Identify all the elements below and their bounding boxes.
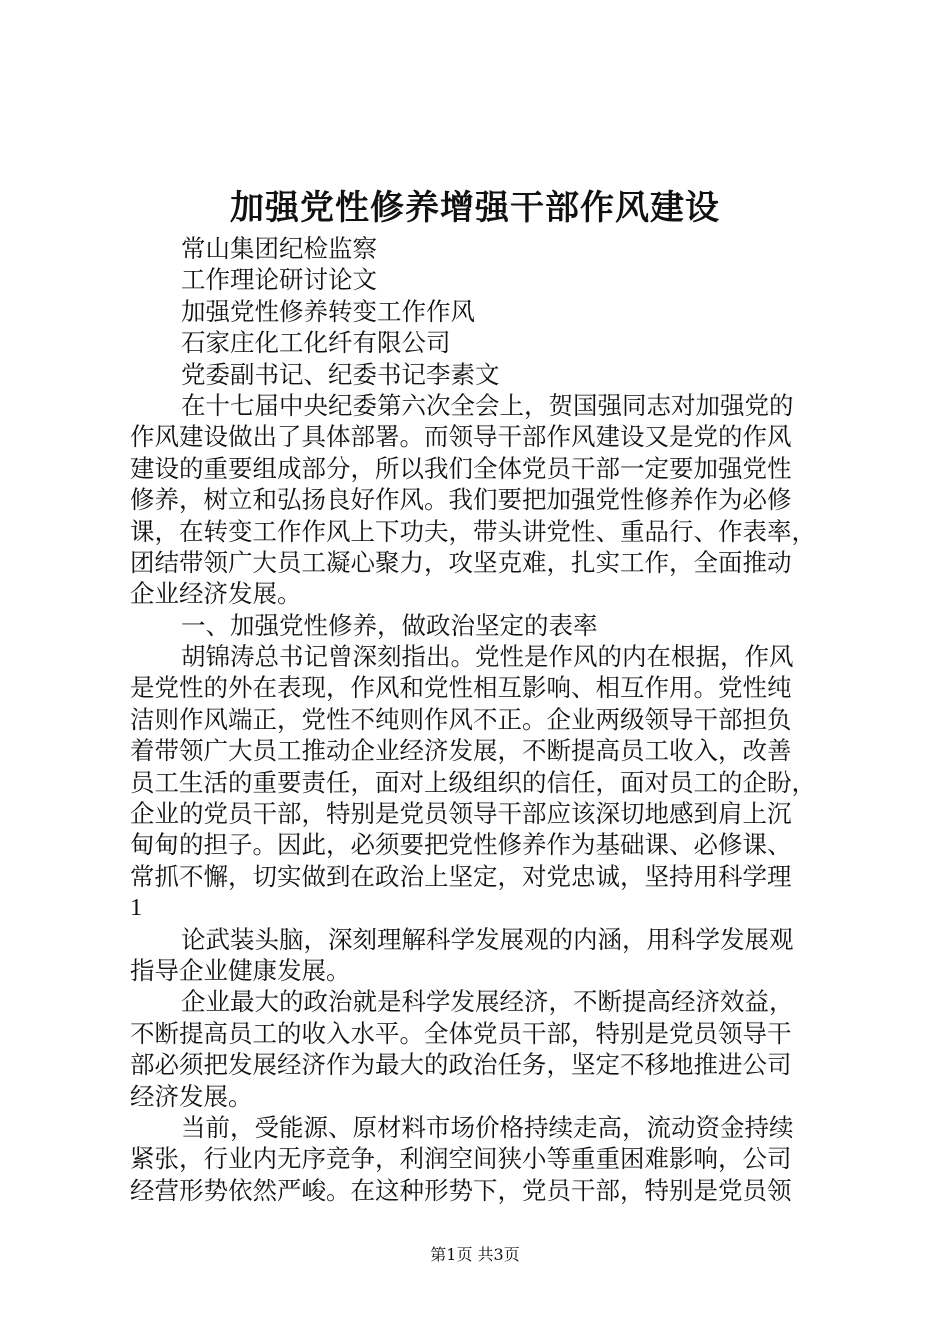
- text-line: 工作理论研讨论文: [181, 265, 377, 295]
- text-line: 部必须把发展经济作为最大的政治任务，坚定不移地推进公司: [130, 1050, 792, 1080]
- text-line: 建设的重要组成部分，所以我们全体党员干部一定要加强党性: [130, 453, 792, 483]
- text-line: 指导企业健康发展。: [130, 955, 351, 985]
- text-line: 洁则作风端正，党性不纯则作风不正。企业两级领导干部担负: [130, 704, 792, 734]
- paragraph-first-line: 企业最大的政治就是科学发展经济，不断提高经济效益，: [181, 987, 794, 1017]
- text-line: 企业的党员干部，特别是党员领导干部应该深切地感到肩上沉: [130, 799, 792, 829]
- text-line: 经济发展。: [130, 1081, 253, 1111]
- text-line: 加强党性修养转变工作作风: [181, 296, 475, 326]
- section-heading: 一、加强党性修养，做政治坚定的表率: [181, 610, 598, 640]
- text-line: 作风建设做出了具体部署。而领导干部作风建设又是党的作风: [130, 422, 792, 452]
- text-line: 石家庄化工化纤有限公司: [181, 328, 451, 358]
- text-line: 紧张，行业内无序竞争，利润空间狭小等重重困难影响，公司: [130, 1144, 792, 1174]
- text-line: 论武装头脑，深刻理解科学发展观的内涵，用科学发展观: [181, 924, 794, 954]
- text-line: 党委副书记、纪委书记李素文: [181, 359, 500, 389]
- text-line: 团结带领广大员工凝心聚力，攻坚克难，扎实工作，全面推动: [130, 547, 792, 577]
- text-line: 课，在转变工作作风上下功夫，带头讲党性、重品行、作表率，: [130, 516, 816, 546]
- text-line: 甸甸的担子。因此，必须要把党性修养作为基础课、必修课、: [130, 830, 792, 860]
- text-line: 常抓不懈，切实做到在政治上坚定，对党忠诚，坚持用科学理: [130, 861, 792, 891]
- document-body: [130, 233, 830, 1206]
- text-line: 经营形势依然严峻。在这种形势下，党员干部，特别是党员领: [130, 1175, 792, 1205]
- text-line: 修养，树立和弘扬良好作风。我们要把加强党性修养作为必修: [130, 485, 792, 515]
- inline-page-number: 1: [130, 894, 143, 922]
- text-line: 常山集团纪检监察: [181, 234, 377, 263]
- paragraph-first-line: 胡锦涛总书记曾深刻指出。党性是作风的内在根据，作风: [181, 642, 794, 672]
- document-title: 加强党性修养增强干部作风建设: [230, 188, 720, 228]
- text-line: 不断提高员工的收入水平。全体党员干部，特别是党员领导干: [130, 1018, 792, 1048]
- text-line: 着带领广大员工推动企业经济发展，不断提高员工收入，改善: [130, 736, 792, 766]
- text-line: 企业经济发展。: [130, 579, 302, 609]
- paragraph-first-line: 在十七届中央纪委第六次全会上，贺国强同志对加强党的: [181, 390, 794, 420]
- text-line: 员工生活的重要责任，面对上级组织的信任，面对员工的企盼，: [130, 767, 816, 797]
- text-line: 是党性的外在表现，作风和党性相互影响、相互作用。党性纯: [130, 673, 792, 703]
- paragraph-first-line: 当前，受能源、原材料市场价格持续走高，流动资金持续: [181, 1112, 794, 1142]
- page-footer: 第1页 共3页: [430, 1245, 520, 1264]
